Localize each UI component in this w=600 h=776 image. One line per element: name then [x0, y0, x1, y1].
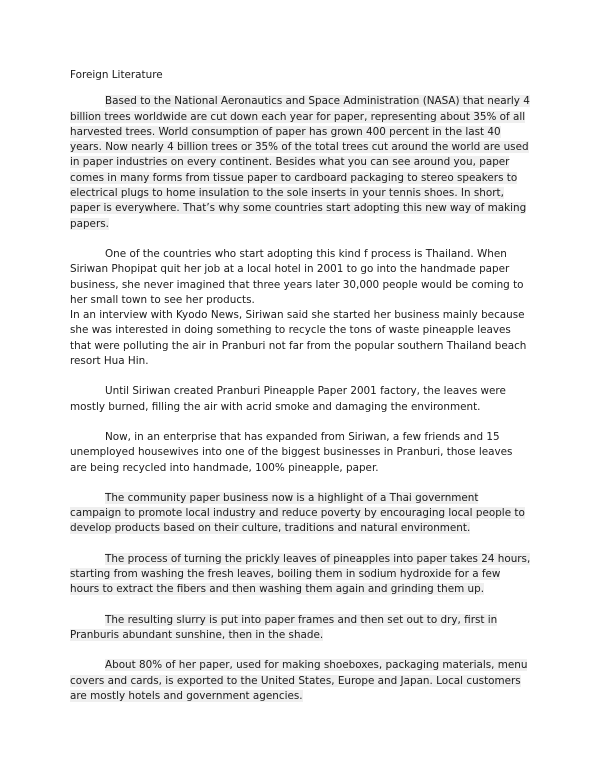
paragraph-community-text: The community paper business now is a highlight of a Thai government campaign to promote local industry and reduce poverty by encouraging local people to develop products based on their culture, traditions and natural environment.	[70, 491, 525, 535]
paragraph-nasa-trees-text: Based to the National Aeronautics and Space Administration (NASA) that nearly 4 billion trees worldwide are cut down each year for paper, representing about 35% of all harvested trees. World consumption of paper has grown 400 percent in the last 40 years. Now nearly 4 billion trees or 35% of the total trees cut around the world are used in paper industries on every continent. Besides what you can see around you, paper comes in many forms from tissue paper to cardboard packaging to stereo speakers to electrical plugs to home insulation to the sole inserts in your tennis shoes. In short, paper is everywhere. That’s why some countries start adopting this new way of making papers.	[70, 95, 530, 230]
document-page	[70, 68, 532, 719]
paragraph-export	[70, 658, 532, 704]
paragraph-slurry	[70, 613, 532, 644]
paragraph-kyodo-interview	[70, 308, 532, 369]
paragraph-community	[70, 491, 532, 537]
paragraph-process-text: The process of turning the prickly leaves of pineapples into paper takes 24 hours, starting from washing the fresh leaves, boiling them in sodium hydroxide for a few hours to extract the fibers and then washing them again and grinding them up.	[70, 552, 531, 596]
paragraph-thailand-intro	[70, 247, 532, 308]
paragraph-thailand-intro-text: One of the countries who start adopting this kind f process is Thailand. When Siriwan Phopipat quit her job at a local hotel in 2001 to go into the handmade paper business, she never imagined that three years later 30,000 people would be coming to her small town to see her products.	[70, 247, 524, 306]
paragraph-kyodo-interview-text: In an interview with Kyodo News, Siriwan said she started her business mainly because she was interested in doing something to recycle the tons of waste pineapple leaves that were polluting the air in Pranburi not far from the popular southern Thailand beach resort Hua Hin.	[70, 309, 527, 368]
paragraph-process	[70, 552, 532, 598]
document-heading: Foreign Literature	[70, 69, 163, 81]
paragraph-slurry-text: The resulting slurry is put into paper frames and then set out to dry, first in Pranburis abundant sunshine, then in the shade.	[70, 613, 498, 641]
paragraph-export-text: About 80% of her paper, used for making shoeboxes, packaging materials, menu covers and cards, is exported to the United States, Europe and Japan. Local customers are mostly hotels and government agencies.	[70, 659, 528, 702]
paragraph-factory-text: Until Siriwan created Pranburi Pineapple Paper 2001 factory, the leaves were mostly burned, filling the air with acrid smoke and damaging the environment.	[70, 385, 506, 413]
paragraph-factory	[70, 384, 532, 415]
paragraph-enterprise-text: Now, in an enterprise that has expanded from Siriwan, a few friends and 15 unemployed housewives into one of the biggest businesses in Pranburi, those leaves are being recycled into handmade, 100% pineapple, paper.	[70, 430, 513, 474]
paragraph-nasa-trees	[70, 94, 532, 232]
paragraph-enterprise	[70, 430, 532, 476]
